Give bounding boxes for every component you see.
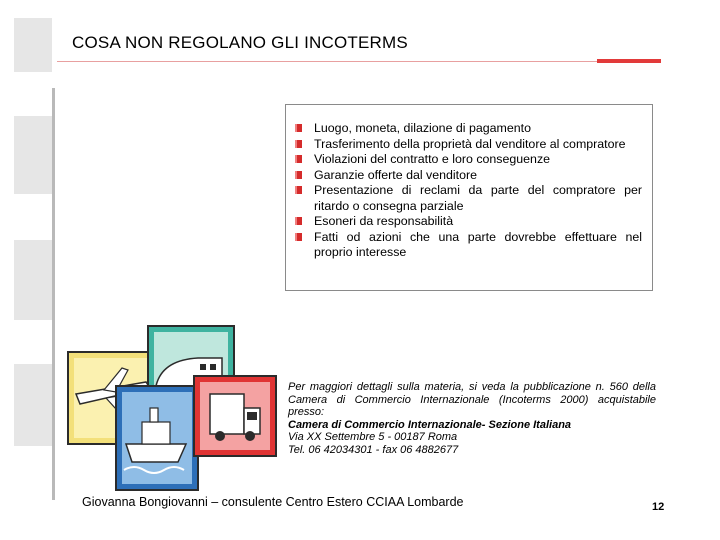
truck-icon [194, 376, 276, 456]
bullet-square-icon [295, 124, 302, 132]
bullet-item: Fatti od azioni che una parte dovrebbe effettuare nel proprio interesse [314, 230, 642, 261]
info-organization: Camera di Commercio Internazionale- Sezione Italiana [288, 418, 572, 431]
transport-illustration [66, 324, 278, 494]
sidebar-block-4 [14, 364, 52, 446]
title-accent-bar [597, 59, 661, 63]
bullet-square-icon [295, 140, 302, 148]
page-number: 12 [652, 501, 665, 513]
sidebar-block-2 [14, 116, 52, 194]
bullet-square-icon [295, 155, 302, 163]
ship-icon [116, 386, 198, 490]
info-contacts: Tel. 06 42034301 - fax 06 4882677 [288, 443, 459, 456]
bullet-square-icon [295, 233, 302, 241]
info-intro: Per maggiori dettagli sulla materia, si veda la pubblicazione n. 560 della Camera di Commercio Internazionale (Incoterms 2000) acquistabile presso: [288, 381, 656, 419]
title-rule [57, 61, 661, 62]
bullet-square-icon [295, 217, 302, 225]
bullet-item: Garanzie offerte dal venditore [314, 168, 642, 184]
bullet-box [285, 104, 653, 291]
bullet-item: Presentazione di reclami da parte del compratore per ritardo o consegna parziale [314, 183, 642, 214]
bullet-item: Luogo, moneta, dilazione di pagamento [314, 121, 642, 137]
bullet-item: Esoneri da responsabilità [314, 214, 642, 230]
sidebar-block-3 [14, 240, 52, 320]
slide-title: COSA NON REGOLANO GLI INCOTERMS [72, 33, 408, 52]
sidebar-divider [52, 88, 55, 500]
sidebar-block-1 [14, 18, 52, 72]
bullet-item: Violazioni del contratto e loro conseguenze [314, 152, 642, 168]
bullet-item: Trasferimento della proprietà dal venditore al compratore [314, 137, 642, 153]
info-block [288, 381, 656, 457]
bullet-list [314, 121, 642, 261]
bullet-square-icon [295, 186, 302, 194]
bullet-square-icon [295, 171, 302, 179]
info-address: Via XX Settembre 5 - 00187 Roma [288, 431, 458, 444]
footer-author: Giovanna Bongiovanni – consulente Centro Estero CCIAA Lombarde [82, 495, 464, 509]
